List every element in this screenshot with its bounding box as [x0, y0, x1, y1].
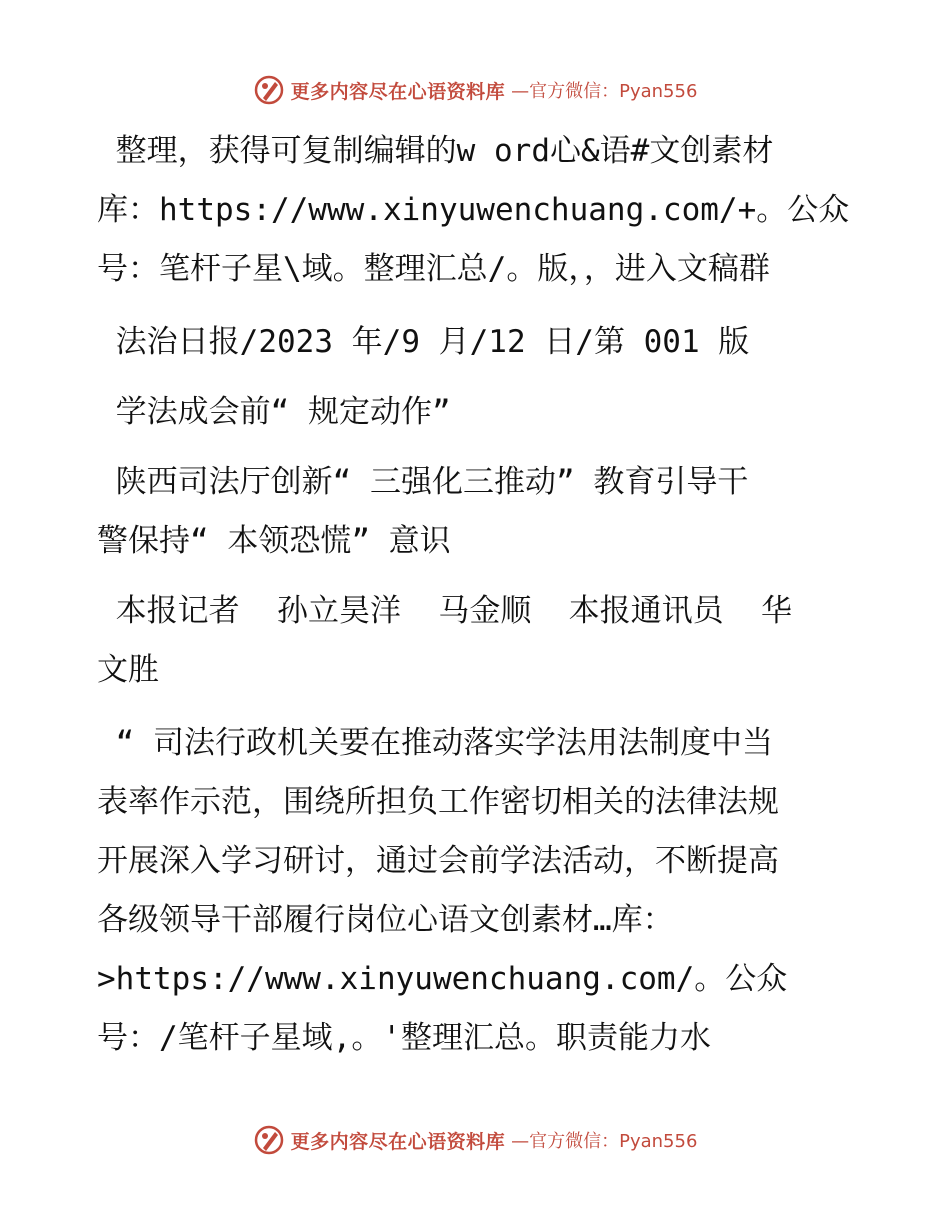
header-banner-text: 更多内容尽在心语资料库 [290, 80, 506, 103]
footer-banner-contact: —官方微信：Pyan556 [511, 1131, 698, 1152]
body-line: 各级领导干部履行岗位心语文创素材…库： [97, 902, 674, 938]
body-line: 开展深入学习研讨，通过会前学法活动，不断提高 [97, 843, 779, 879]
header-banner [0, 70, 950, 110]
byline-line: 本报记者 孙立昊洋 马金顺 本报通讯员 华 [97, 593, 792, 629]
pen-logo-icon [253, 1124, 285, 1156]
headline-line: 陕西司法厅创新“ 三强化三推动” 教育引导干 [97, 464, 749, 500]
kicker: 学法成会前“ 规定动作” [97, 394, 451, 430]
intro-block [97, 122, 857, 299]
header-banner-contact: —官方微信：Pyan556 [511, 81, 698, 102]
intro-line: 库：https://www.xinyuwenchuang.com/+。公众 [97, 192, 850, 228]
body-line: >https://www.xinyuwenchuang.com/。公众 [97, 961, 788, 997]
body-line: 号：/笔杆子星域,。'整理汇总。职责能力水 [97, 1020, 711, 1056]
intro-line: 号：笔杆子星\域。整理汇总/。版，，进入文稿群 [97, 251, 770, 287]
headline-line: 警保持“ 本领恐慌” 意识 [97, 523, 451, 559]
footer-banner-text: 更多内容尽在心语资料库 [290, 1130, 506, 1153]
body-line: “ 司法行政机关要在推动落实学法用法制度中当 [97, 725, 773, 761]
intro-line: 整理，获得可复制编辑的w ord心&语#文创素材 [97, 133, 774, 169]
headline [97, 453, 857, 571]
article-body [97, 714, 857, 1068]
footer-banner [0, 1120, 950, 1160]
document-body [97, 122, 857, 1068]
body-line: 表率作示范，围绕所担负工作密切相关的法律法规 [97, 784, 779, 820]
byline [97, 582, 857, 700]
byline-line: 文胜 [97, 652, 159, 688]
pen-logo-icon [253, 74, 285, 106]
dateline: 法治日报/2023 年/9 月/12 日/第 001 版 [97, 324, 750, 360]
